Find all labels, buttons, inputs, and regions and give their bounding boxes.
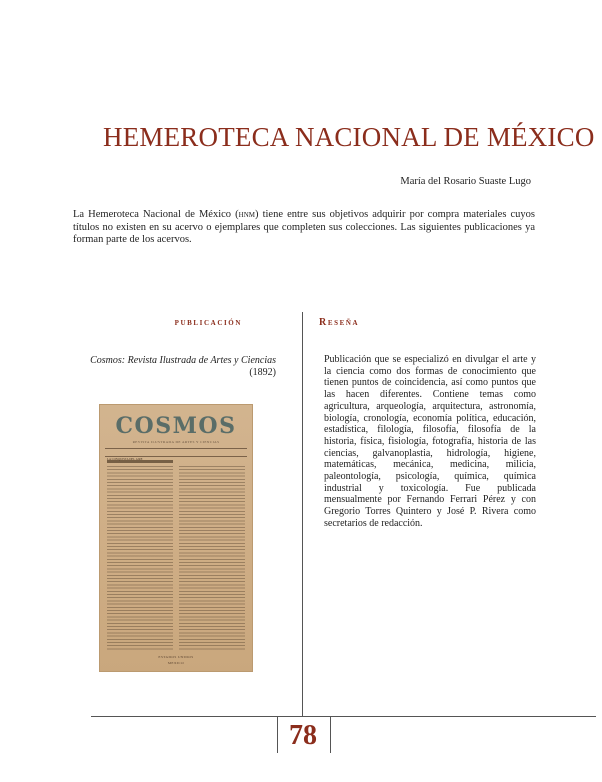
article-title: HEMEROTECA NACIONAL DE MÉXICO <box>103 122 595 152</box>
review-text: Publicación que se especializó en divulgar el arte y la ciencia como dos formas de conocimiento que tienen puntos de coincidencia, así como puntos que las hacen diferentes. Contiene temas como agricultura, arqueología, arquitectura, astronomía, biología, cronología, economía política, educación, estadística, filología, filosofía, filosofía de la historia, física, fisiología, fotografía, historia de las ciencias, galvanoplastia, hidrología, higiene, matemáticas, mecánica, medicina, milicia, paleontología, psicología, química, química industrial y toxicología. Fue publicada mensualmente por Fernando Ferrari Pérez y con Gregorio Torres Quintero y José P. Rivera como secretarios de redacción. <box>324 354 536 529</box>
column-divider <box>302 312 303 716</box>
publication-title: Cosmos: Revista Ilustrada de Artes y Ciencias <box>90 355 276 366</box>
cover-column-heading <box>107 457 173 463</box>
publication-year: (1892) <box>249 367 276 378</box>
column-heading-review: Reseña <box>319 317 360 328</box>
cover-text-column-left <box>107 466 173 651</box>
cover-masthead: COSMOS <box>115 413 237 439</box>
cover-footer-line2: MEXICO <box>167 661 185 665</box>
magazine-cover-image <box>99 404 253 672</box>
cover-subtitle: REVISTA ILUSTRADA DE ARTES Y CIENCIAS <box>132 440 220 444</box>
footer-rule <box>91 716 596 717</box>
publication-caption <box>76 355 276 379</box>
cover-text-column-right <box>179 466 245 651</box>
intro-abbreviation: hnm <box>238 209 255 220</box>
cover-column-heading-text: LA CONQUISTA DEL AIRE <box>107 457 143 461</box>
intro-text-end: ) tiene entre sus objetivos adquirir por compra materiales cuyos títulos no existen en su acervo o ejemplares que completen sus colecciones. Las siguientes publicaciones ya forman parte de los acervos. <box>73 209 535 245</box>
page-number: 78 <box>289 720 317 751</box>
cover-rule-top <box>105 448 247 449</box>
author-name: María del Rosario Suaste Lugo <box>400 176 531 187</box>
intro-text-start: La Hemeroteca Nacional de México ( <box>73 209 239 220</box>
column-heading-publication: publicación <box>174 317 242 328</box>
intro-paragraph <box>73 209 535 247</box>
cover-footer-line1: ESTADOS UNIDOS <box>158 655 194 659</box>
